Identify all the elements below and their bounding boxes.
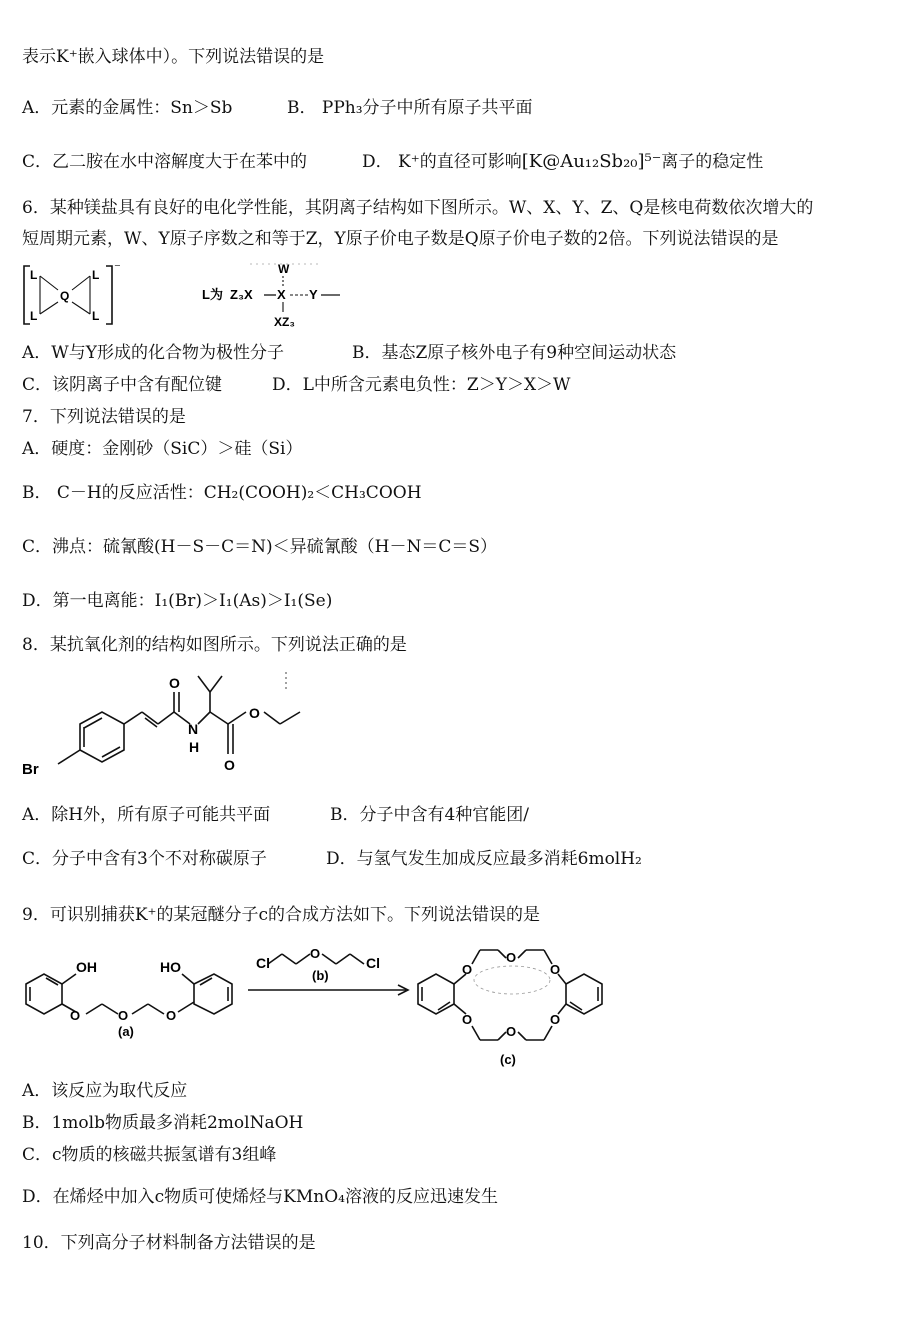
q5-option-d-prefix: D． K⁺的直径可影响 — [362, 152, 522, 172]
reagent-b-cl-left: Cl — [256, 955, 270, 971]
compound-a-ring-left — [26, 974, 62, 1014]
q5-option-b: B． PPh₃分子中所有原子共平面 — [287, 98, 533, 118]
q8-antioxidant-structure-figure — [18, 664, 348, 786]
crown-o6: O — [550, 1012, 561, 1027]
q10-stem: 10．下列高分子材料制备方法错误的是 — [22, 1233, 316, 1253]
q8-option-d: D．与氢气发生加成反应最多消耗6molH₂ — [326, 849, 642, 869]
ligand-label-br: L — [92, 309, 100, 323]
q7-option-b: B． C－H的反应活性：CH₂(COOH)₂＜CH₃COOH — [22, 483, 422, 503]
crown-o2: O — [506, 950, 517, 965]
compound-c-ring-left — [418, 974, 454, 1014]
ligand-definition-prefix: L为 — [202, 287, 223, 302]
ligand-central-x: X — [277, 287, 286, 302]
q8-option-a: A．除H外，所有原子可能共平面 — [22, 805, 271, 825]
compound-c-label: (c) — [500, 1052, 516, 1067]
q5-option-c: C．乙二胺在水中溶解度大于在苯中的 — [22, 152, 308, 172]
compound-a-ho-label: HO — [160, 959, 181, 975]
ligand-label-tr: L — [92, 268, 100, 282]
compound-a-oh-label: OH — [76, 959, 97, 975]
compound-a-ring-right — [194, 974, 232, 1014]
nh-hydrogen-label: H — [189, 739, 200, 755]
q9-option-d: D．在烯烃中加入c物质可使烯烃与KMnO₄溶液的反应迅速发生 — [22, 1187, 498, 1207]
q6-option-c: C．该阴离子中含有配位键 — [22, 375, 223, 395]
q6-stem-line-1: 6．某种镁盐具有良好的电化学性能，其阴离子结构如下图所示。W、X、Y、Z、Q是核电荷数依次增大的 — [22, 198, 814, 218]
carbonyl-oxygen-label: O — [224, 757, 235, 773]
q9-option-a: A．该反应为取代反应 — [22, 1081, 188, 1101]
crown-o3: O — [550, 962, 561, 977]
q6-stem-line-2: 短周期元素，W、Y原子序数之和等于Z，Y原子价电子数是Q原子价电子数的2倍。下列说法错误的是 — [22, 229, 779, 249]
compound-a-o1: O — [70, 1008, 81, 1023]
q7-option-d: D．第一电离能：I₁(Br)＞I₁(As)＞I₁(Se) — [22, 591, 333, 611]
anion-charge: ⁻ — [114, 260, 121, 275]
q9-option-b: B．1molb物质最多消耗2molNaOH — [22, 1113, 304, 1133]
ligand-w-atom: W — [278, 262, 290, 276]
ligand-y-atom: Y — [309, 287, 318, 302]
q9-stem: 9．可识别捕获K⁺的某冠醚分子c的合成方法如下。下列说法错误的是 — [22, 905, 541, 925]
crown-o5: O — [506, 1024, 517, 1039]
crown-o1: O — [462, 962, 473, 977]
q6-option-b: B．基态Z原子核外电子有9种空间运动状态 — [352, 343, 677, 363]
q5-option-d-suffix: 离子的稳定性 — [661, 152, 764, 172]
q7-stem: 7．下列说法错误的是 — [22, 407, 186, 427]
crown-o4: O — [462, 1012, 473, 1027]
ligand-label-bl: L — [30, 309, 38, 323]
ester-oxygen-label: O — [249, 705, 260, 721]
benzene-ring — [80, 712, 124, 762]
compound-a-o2: O — [118, 1008, 129, 1023]
compound-c-ring-right — [566, 974, 602, 1014]
q9-option-c: C．c物质的核磁共振氢谱有3组峰 — [22, 1145, 277, 1165]
q8-option-c: C．分子中含有3个不对称碳原子 — [22, 849, 267, 869]
q9-crown-ether-synthesis-figure — [18, 940, 618, 1078]
amide-oxygen-label: O — [169, 675, 180, 691]
ligand-xz3-group: XZ₃ — [274, 315, 295, 329]
q5-option-d-formula: [K@Au₁₂Sb₂₀]⁵⁻ — [521, 151, 662, 172]
bromine-label: Br — [22, 761, 39, 778]
q5-option-d — [362, 151, 763, 173]
reagent-b-label: (b) — [312, 968, 329, 983]
q5-intro: 表示K⁺嵌入球体中）。下列说法错误的是 — [22, 47, 325, 67]
q5-option-a: A．元素的金属性：Sn＞Sb — [22, 98, 233, 118]
q8-stem: 8．某抗氧化剂的结构如图所示。下列说法正确的是 — [22, 635, 407, 655]
center-atom-q: Q — [60, 289, 70, 303]
compound-a-label: (a) — [118, 1024, 134, 1039]
q7-option-c: C．沸点：硫氰酸(H－S－C＝N)＜异硫氰酸（H－N＝C＝S） — [22, 537, 497, 557]
compound-a-o3: O — [166, 1008, 177, 1023]
right-bracket — [106, 266, 112, 324]
nitrogen-label: N — [188, 721, 199, 737]
q6-option-a: A．W与Y形成的化合物为极性分子 — [22, 343, 284, 363]
ligand-z3x-group: Z₃X — [230, 287, 253, 302]
q6-option-d: D．L中所含元素电负性：Z＞Y＞X＞W — [272, 375, 571, 395]
reagent-b-cl-right: Cl — [366, 955, 380, 971]
q7-option-a: A．硬度：金刚砂（SiC）＞硅（Si） — [22, 439, 303, 459]
q8-option-b: B．分子中含有4种官能团/ — [330, 805, 530, 825]
reagent-b-oxygen: O — [310, 946, 321, 961]
q6-anion-structure-figure — [18, 258, 358, 334]
ligand-label-tl: L — [30, 268, 38, 282]
